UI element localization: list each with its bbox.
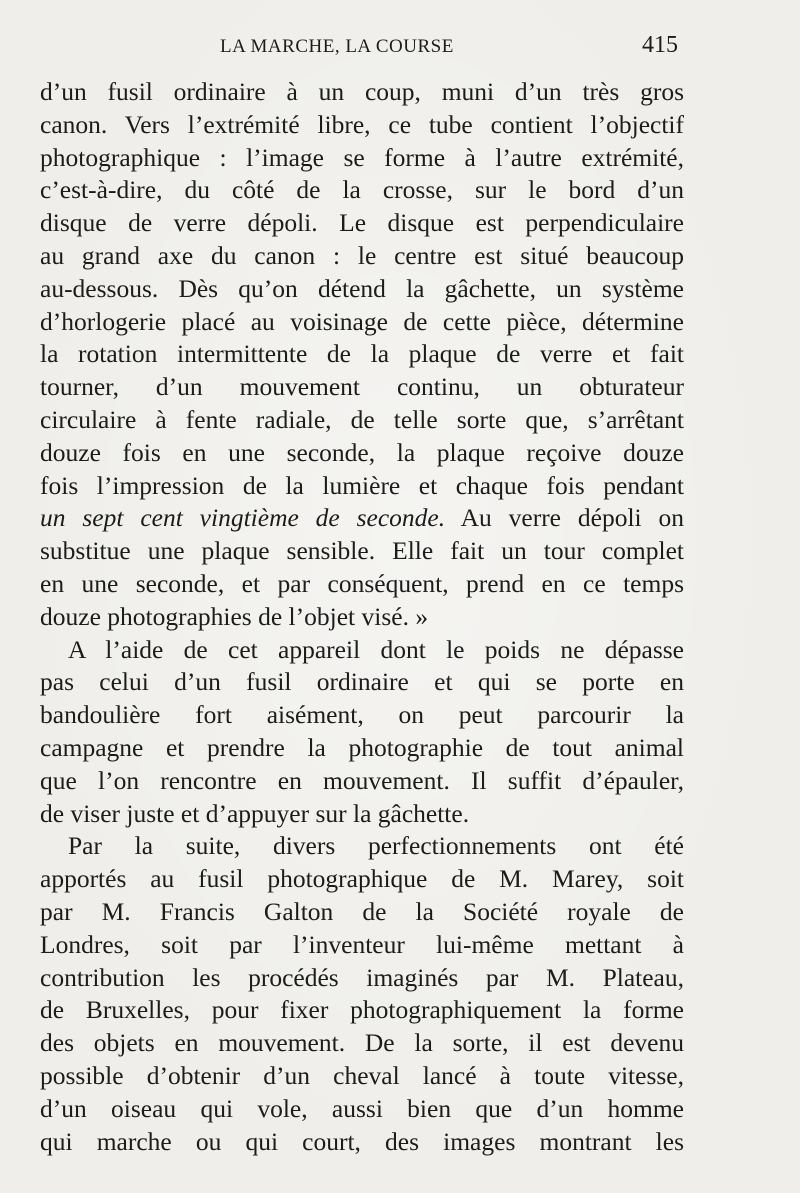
- text-line: campagne et prendre la photographie de tout animal: [40, 732, 684, 762]
- text-line: des objets en mouvement. De la sorte, il est devenu: [40, 1028, 684, 1058]
- text-line: douze fois en une seconde, la plaque reçoive douze: [40, 437, 684, 467]
- running-title: LA MARCHE, LA COURSE: [220, 36, 454, 57]
- text-line: circulaire à fente radiale, de telle sorte que, s’arrêtant: [40, 404, 684, 434]
- text-line: par M. Francis Galton de la Société royale de: [40, 896, 684, 926]
- text-line: d’un oiseau qui vole, aussi bien que d’un homme: [40, 1093, 684, 1123]
- text-line: qui marche ou qui court, des images montrant les: [40, 1126, 684, 1156]
- page-header: [0, 32, 800, 66]
- text-line: de viser juste et d’appuyer sur la gâchette.: [40, 798, 470, 828]
- text-line: apportés au fusil photographique de M. Marey, soit: [40, 864, 684, 894]
- paragraph-3: [40, 830, 684, 1158]
- text-line: pas celui d’un fusil ordinaire et qui se porte en: [40, 667, 684, 697]
- text-line: tourner, d’un mouvement continu, un obturateur: [40, 372, 684, 402]
- text-line: substitue une plaque sensible. Elle fait un tour complet: [40, 536, 684, 566]
- italic-phrase: un sept cent vingtième de seconde.: [40, 503, 446, 533]
- text-line: disque de verre dépoli. Le disque est perpendiculaire: [40, 208, 684, 238]
- text-line: au grand axe du canon : le centre est situé beaucoup: [40, 240, 684, 270]
- text-line: la rotation intermittente de la plaque de verre et fait: [40, 339, 684, 369]
- text-line: que l’on rencontre en mouvement. Il suffit d’épauler,: [40, 765, 684, 795]
- text-line: douze photographies de l’objet visé. »: [40, 601, 429, 631]
- text-line: c’est-à-dire, du côté de la crosse, sur le bord d’un: [40, 175, 684, 205]
- page-number: 415: [642, 32, 678, 58]
- text-line: fois l’impression de la lumière et chaque fois pendant: [40, 470, 684, 500]
- text-line: Par la suite, divers perfectionnements ont été: [68, 831, 684, 861]
- text-line: possible d’obtenir d’un cheval lancé à toute vitesse,: [40, 1060, 684, 1090]
- text-line: de Bruxelles, pour fixer photographiquement la forme: [40, 995, 684, 1025]
- text-line: d’horlogerie placé au voisinage de cette pièce, détermine: [40, 306, 684, 336]
- text-line: Londres, soit par l’inventeur lui-même mettant à: [40, 929, 684, 959]
- text-line: [40, 502, 684, 535]
- body-text: [40, 76, 684, 1158]
- text-line: au-dessous. Dès qu’on détend la gâchette, un système: [40, 273, 684, 303]
- text-line: bandoulière fort aisément, on peut parcourir la: [40, 700, 684, 730]
- text-line: canon. Vers l’extrémité libre, ce tube contient l’objectif: [40, 109, 684, 139]
- text-line: en une seconde, et par conséquent, prend en ce temps: [40, 568, 684, 598]
- paragraph-1: [40, 76, 684, 634]
- paragraph-2: [40, 634, 684, 831]
- text-line: A l’aide de cet appareil dont le poids ne dépasse: [68, 634, 684, 664]
- text-line: d’un fusil ordinaire à un coup, muni d’un très gros: [40, 77, 684, 106]
- text-fragment: Au verre dépoli on: [445, 503, 684, 533]
- text-line: photographique : l’image se forme à l’autre extrémité,: [40, 142, 684, 172]
- text-line: contribution les procédés imaginés par M. Plateau,: [40, 962, 684, 992]
